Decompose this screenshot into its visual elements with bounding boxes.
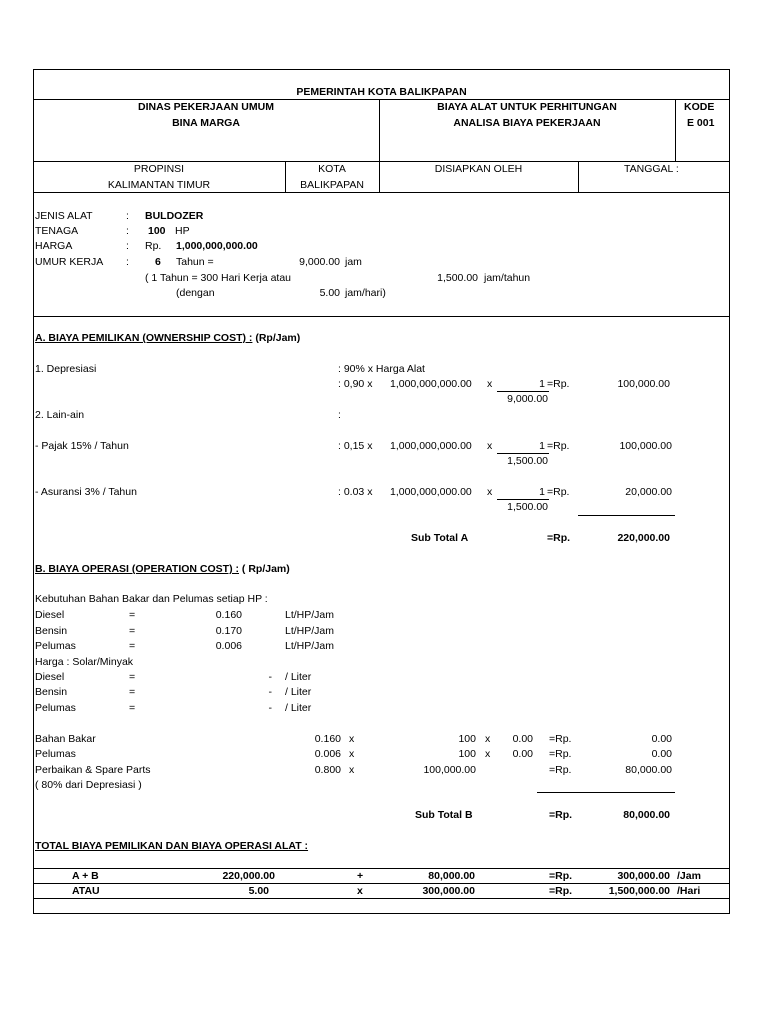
calc-name: Perbaikan & Spare Parts	[35, 764, 151, 776]
jenis-label: JENIS ALAT	[35, 210, 93, 222]
harga-label: HARGA	[35, 240, 73, 252]
tanggal-label: TANGGAL :	[624, 163, 679, 175]
sum-line	[578, 515, 675, 516]
calc-factor: 0.800	[314, 764, 341, 776]
fraction-line	[497, 453, 549, 454]
note-1-value: 1,500.00	[437, 272, 478, 284]
section-divider	[33, 316, 730, 317]
total-row-eq: =Rp.	[549, 870, 573, 882]
kota-value: BALIKPAPAN	[300, 179, 364, 191]
eq-rp: =Rp.	[547, 378, 570, 390]
total-title: TOTAL BIAYA PEMILIKAN DAN BIAYA OPERASI ALAT :	[35, 840, 309, 852]
equals: =	[129, 625, 136, 637]
calc-eq: =Rp.	[549, 748, 572, 760]
price-name: Bensin	[35, 686, 68, 698]
colon: :	[126, 240, 129, 252]
eq-rp: =Rp.	[547, 440, 570, 452]
calc-qty: 100	[458, 733, 476, 745]
header-divider	[33, 99, 730, 100]
note-2: (dengan	[176, 287, 215, 299]
need-unit: Lt/HP/Jam	[285, 640, 335, 652]
price-unit: / Liter	[285, 671, 312, 683]
umur-value: 6	[155, 256, 161, 268]
calc-qty: 100,000.00	[423, 764, 476, 776]
price-value: -	[268, 671, 272, 683]
dep-result: 100,000.00	[617, 378, 670, 390]
calc-x1: x	[349, 733, 355, 745]
total-row-result: 300,000.00	[617, 870, 670, 882]
subtotal-b-label: Sub Total B	[415, 809, 473, 821]
times: x	[487, 486, 493, 498]
calc-x2: x	[485, 748, 491, 760]
calc-note: ( 80% dari Depresiasi )	[35, 779, 142, 791]
pajak-factor: : 0,15 x	[338, 440, 373, 452]
numerator: 1	[539, 440, 545, 452]
price-name: Diesel	[35, 671, 65, 683]
calc-price: 0.00	[512, 748, 533, 760]
total-row-op: +	[357, 870, 364, 882]
dept-line1: DINAS PEKERJAAN UMUM	[138, 101, 274, 113]
times: x	[487, 378, 493, 390]
need-unit: Lt/HP/Jam	[285, 625, 335, 637]
dep-pct: : 90% x Harga Alat	[338, 363, 425, 375]
purpose-line1: BIAYA ALAT UNTUK PERHITUNGAN	[437, 101, 617, 113]
total-row-label: A + B	[72, 870, 99, 882]
umur-jam-unit: jam	[345, 256, 362, 268]
total-table-line	[33, 868, 730, 869]
total-row-b: 300,000.00	[422, 885, 475, 897]
equals: =	[129, 640, 136, 652]
umur-unit: Tahun =	[176, 256, 214, 268]
calc-factor: 0.006	[314, 748, 341, 760]
harga-value: 1,000,000,000.00	[176, 240, 258, 252]
times: x	[487, 440, 493, 452]
note-2-unit: jam/hari)	[345, 287, 386, 299]
dep-denom: 9,000.00	[507, 393, 548, 405]
colon: :	[126, 210, 129, 222]
kebutuhan-label: Kebutuhan Bahan Bakar dan Pelumas setiap HP :	[35, 593, 268, 605]
total-row-result: 1,500,000.00	[608, 885, 670, 897]
price-name: Pelumas	[35, 702, 76, 714]
harga-prefix: Rp.	[145, 240, 162, 252]
header-divider	[675, 99, 676, 161]
header-divider	[33, 192, 730, 193]
section-a-title	[35, 332, 300, 344]
kode-value: E 001	[687, 117, 715, 129]
numerator: 1	[539, 378, 545, 390]
calc-factor: 0.160	[314, 733, 341, 745]
calc-name: Bahan Bakar	[35, 733, 96, 745]
equals: =	[129, 686, 136, 698]
colon: :	[126, 256, 129, 268]
asuransi-denom: 1,500.00	[507, 501, 548, 513]
tenaga-label: TENAGA	[35, 225, 79, 237]
need-value: 0.160	[215, 609, 242, 621]
total-row-a: 220,000.00	[222, 870, 275, 882]
calc-result: 0.00	[651, 748, 672, 760]
calc-result: 80,000.00	[625, 764, 672, 776]
total-row-op: x	[357, 885, 363, 897]
calc-eq: =Rp.	[549, 733, 572, 745]
total-table-line	[33, 883, 730, 884]
dep-label: 1. Depresiasi	[35, 363, 97, 375]
dept-line2: BINA MARGA	[172, 117, 240, 129]
subtotal-a-label: Sub Total A	[411, 532, 469, 544]
tenaga-unit: HP	[175, 225, 190, 237]
asuransi-factor: : 0.03 x	[338, 486, 373, 498]
disiapkan-label: DISIAPKAN OLEH	[434, 163, 523, 175]
need-name: Pelumas	[35, 640, 76, 652]
fraction-line	[497, 499, 549, 500]
umur-label: UMUR KERJA	[35, 256, 104, 268]
total-row-b: 80,000.00	[428, 870, 475, 882]
note-2-value: 5.00	[319, 287, 340, 299]
propinsi-label: PROPINSI	[133, 163, 185, 175]
lain-label: 2. Lain-ain	[35, 409, 85, 421]
jenis-value: BULDOZER	[145, 210, 204, 222]
calc-x1: x	[349, 764, 355, 776]
propinsi-value: KALIMANTAN TIMUR	[107, 179, 211, 191]
pajak-price: 1,000,000,000.00	[390, 440, 472, 452]
sum-line	[537, 792, 675, 793]
kode-label: KODE	[684, 101, 715, 113]
pajak-result: 100,000.00	[619, 440, 672, 452]
umur-jam: 9,000.00	[299, 256, 340, 268]
total-row-unit: /Jam	[677, 870, 701, 882]
calc-eq: =Rp.	[549, 764, 572, 776]
calc-x1: x	[349, 748, 355, 760]
calc-x2: x	[485, 733, 491, 745]
calc-price: 0.00	[512, 733, 533, 745]
price-value: -	[268, 686, 272, 698]
fraction-line	[497, 391, 549, 392]
eq-rp: =Rp.	[547, 486, 570, 498]
section-a-title-text: A. BIAYA PEMILIKAN (OWNERSHIP COST) :	[35, 332, 253, 344]
section-b-title-text: B. BIAYA OPERASI (OPERATION COST) :	[35, 563, 239, 575]
note-1-unit: jam/tahun	[484, 272, 531, 284]
section-a-title-suffix: (Rp/Jam)	[255, 332, 301, 344]
pajak-denom: 1,500.00	[507, 455, 548, 467]
section-b-title	[35, 563, 290, 575]
numerator: 1	[539, 486, 545, 498]
purpose-line2: ANALISA BIAYA PEKERJAAN	[453, 117, 601, 129]
need-name: Diesel	[35, 609, 65, 621]
page-title: PEMERINTAH KOTA BALIKPAPAN	[296, 86, 467, 98]
calc-result: 0.00	[651, 733, 672, 745]
note-1: ( 1 Tahun = 300 Hari Kerja atau	[145, 272, 292, 284]
total-row-label: ATAU	[72, 885, 100, 897]
equals: =	[129, 609, 136, 621]
subtotal-a-value: 220,000.00	[617, 532, 670, 544]
subtotal-b-value: 80,000.00	[623, 809, 670, 821]
calc-qty: 100	[458, 748, 476, 760]
total-row-eq: =Rp.	[549, 885, 573, 897]
price-unit: / Liter	[285, 686, 312, 698]
pajak-label: - Pajak 15% / Tahun	[35, 440, 129, 452]
need-value: 0.006	[215, 640, 242, 652]
subtotal-b-eq: =Rp.	[549, 809, 573, 821]
asuransi-price: 1,000,000,000.00	[390, 486, 472, 498]
equals: =	[129, 671, 136, 683]
total-row-a: 5.00	[248, 885, 269, 897]
asuransi-label: - Asuransi 3% / Tahun	[35, 486, 137, 498]
header-divider	[578, 161, 579, 192]
dep-price: 1,000,000,000.00	[390, 378, 472, 390]
tenaga-value: 100	[148, 225, 166, 237]
eq-rp: =Rp.	[547, 532, 571, 544]
header-divider	[33, 161, 730, 162]
need-unit: Lt/HP/Jam	[285, 609, 335, 621]
colon: :	[126, 225, 129, 237]
total-table-line	[33, 898, 730, 899]
section-b-title-suffix: ( Rp/Jam)	[241, 563, 290, 575]
total-row-unit: /Hari	[677, 885, 701, 897]
calc-name: Pelumas	[35, 748, 76, 760]
need-name: Bensin	[35, 625, 68, 637]
lain-colon: :	[338, 409, 341, 421]
need-value: 0.170	[215, 625, 242, 637]
kota-label: KOTA	[318, 163, 346, 175]
dep-factor: : 0,90 x	[338, 378, 373, 390]
asuransi-result: 20,000.00	[625, 486, 672, 498]
equals: =	[129, 702, 136, 714]
price-value: -	[268, 702, 272, 714]
price-unit: / Liter	[285, 702, 312, 714]
harga-solar-label: Harga : Solar/Minyak	[35, 656, 134, 668]
